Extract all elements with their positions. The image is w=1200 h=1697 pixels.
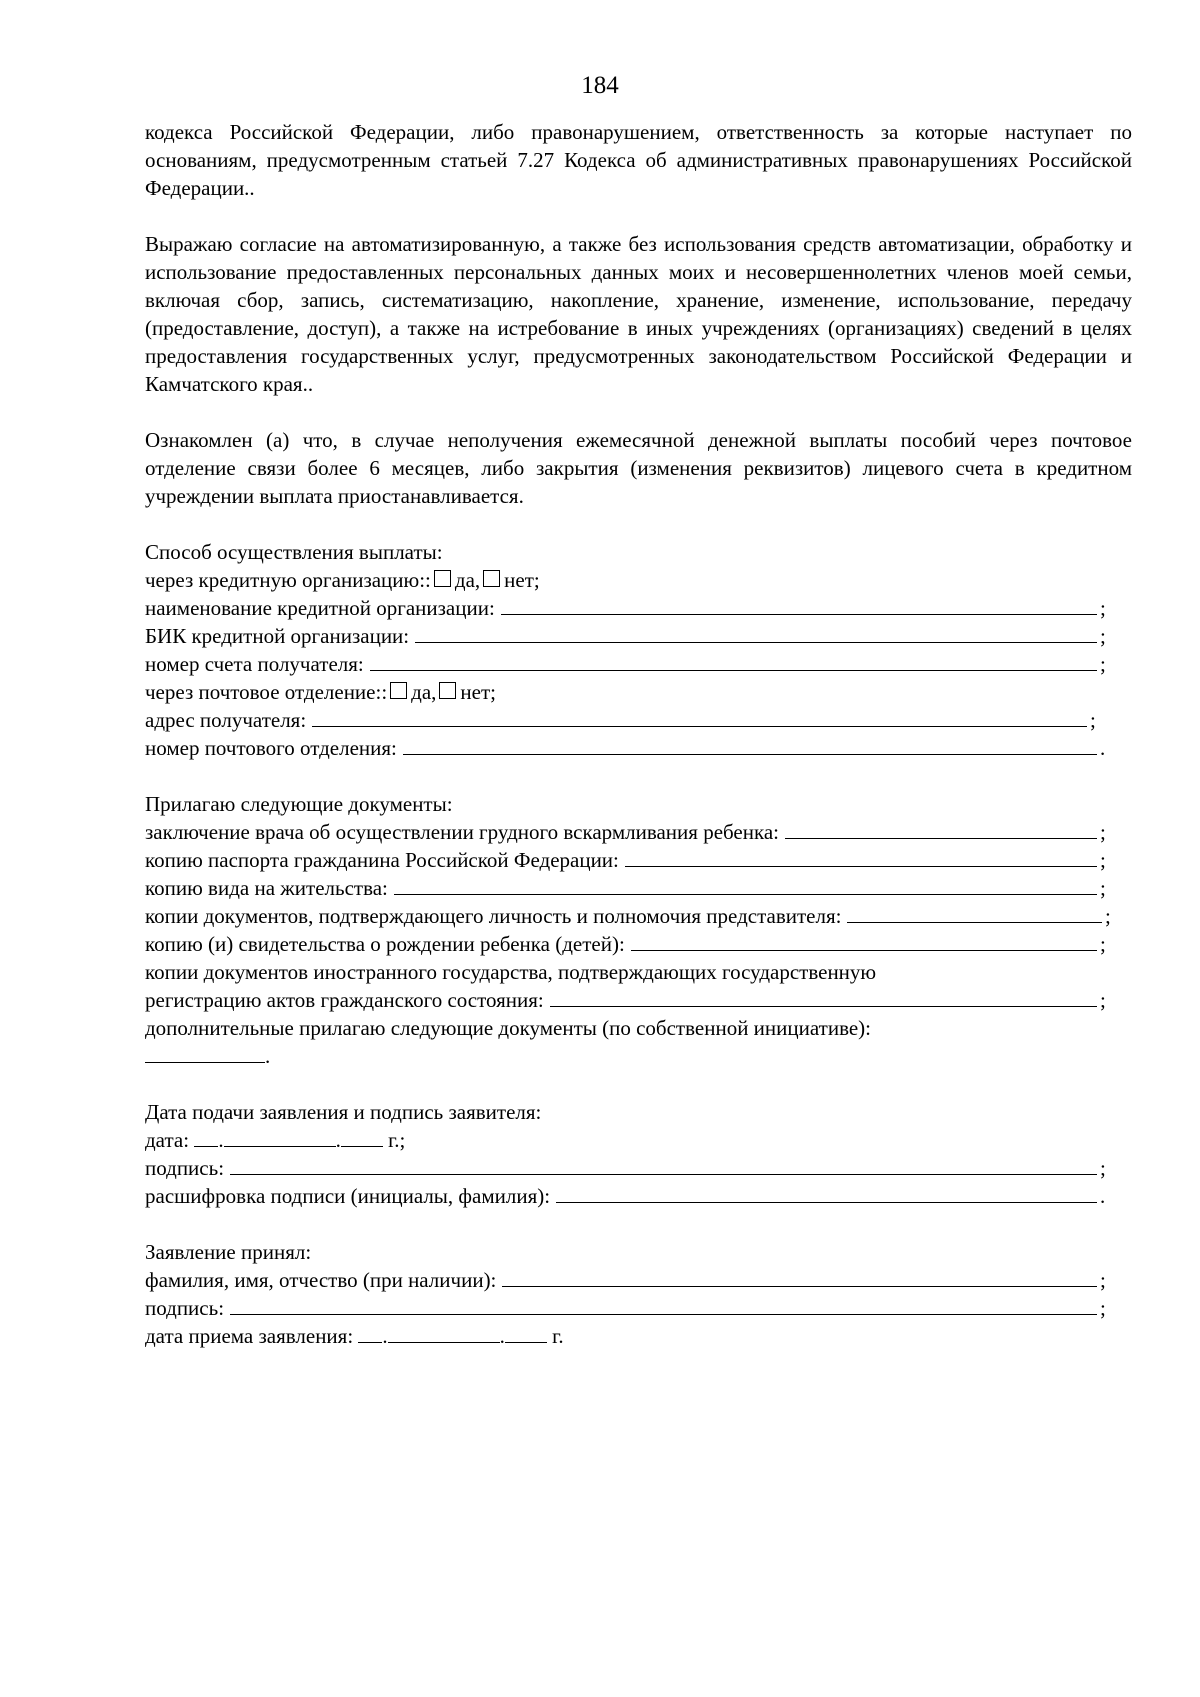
accepted-heading: Заявление принял: bbox=[145, 1240, 312, 1264]
additional-label: дополнительные прилагаю следующие документы (по собственной инициативе): bbox=[145, 1016, 872, 1040]
credit-no-checkbox[interactable] bbox=[483, 570, 500, 587]
accepted-month-field[interactable] bbox=[388, 1322, 500, 1343]
accepted-section: Заявление принял: фамилия, имя, отчество (при наличии): ; подпись: ; дата приема заявления: . . г. bbox=[145, 1238, 1132, 1350]
paragraph-consent: Выражаю согласие на автоматизированную, а также без использования средств автоматизации, обработку и использование предоставленных персональных данных моих и несовершеннолетних членов моей семьи, включая сбор, запись, систематизацию, накопление, хранение, изменение, использование, передачу (предоставление, доступ), а также на истребование в иных учреждениях (организациях) сведений в целях предоставления государственных услуг, предусмотренных законодательством Российской Федерации и Камчатского края.. bbox=[145, 232, 1132, 396]
paragraph-acknowledgement: Ознакомлен (а) что, в случае неполучения ежемесячной денежной выплаты пособий через почтовое отделение связи более 6 месяцев, либо закрытия (изменения реквизитов) лицевого счета в кредитном учреждении выплата приостанавливается. bbox=[145, 428, 1132, 508]
signature-heading: Дата подачи заявления и подпись заявителя: bbox=[145, 1100, 542, 1124]
representative-field[interactable] bbox=[847, 902, 1102, 923]
representative-label: копии документов, подтверждающего личность и полномочия представителя: bbox=[145, 904, 842, 928]
decode-field[interactable] bbox=[556, 1182, 1097, 1203]
foreign-label: регистрацию актов гражданского состояния: bbox=[145, 988, 544, 1012]
paragraph-code-reference: кодекса Российской Федерации, либо правонарушением, ответственность за которые наступает по основаниям, предусмотренным статьей 7.27 Кодекса об административных правонарушениях Российской Федерации.. bbox=[145, 120, 1132, 200]
additional-field[interactable] bbox=[145, 1042, 265, 1063]
accepted-fio-label: фамилия, имя, отчество (при наличии): bbox=[145, 1268, 497, 1292]
credit-org-choice: через кредитную организацию:: да, нет; bbox=[145, 568, 540, 592]
accepted-day-field[interactable] bbox=[358, 1322, 382, 1343]
payment-heading: Способ осуществления выплаты: bbox=[145, 540, 443, 564]
birth-label: копию (и) свидетельства о рождении ребенка (детей): bbox=[145, 932, 625, 956]
payment-section: Способ осуществления выплаты: через кредитную организацию:: да, нет; наименование кредитной организации: ; БИК кредитной организации: ; номер счета получателя: ; через почтовое отделение:: да, нет; адрес получателя: ; номер почтового отделения: . bbox=[145, 538, 1132, 762]
residence-field[interactable] bbox=[394, 874, 1097, 895]
decode-label: расшифровка подписи (инициалы, фамилия): bbox=[145, 1184, 551, 1208]
submit-year-field[interactable] bbox=[341, 1126, 383, 1147]
accepted-sign-field[interactable] bbox=[230, 1294, 1097, 1315]
documents-heading: Прилагаю следующие документы: bbox=[145, 792, 453, 816]
doctor-label: заключение врача об осуществлении грудного вскармливания ребенка: bbox=[145, 820, 780, 844]
accepted-fio-field[interactable] bbox=[502, 1266, 1097, 1287]
credit-yes-checkbox[interactable] bbox=[434, 570, 451, 587]
passport-label: копию паспорта гражданина Российской Федерации: bbox=[145, 848, 619, 872]
credit-org-name-field[interactable] bbox=[501, 594, 1097, 615]
document-body bbox=[145, 118, 1132, 1350]
account-label: номер счета получателя: bbox=[145, 652, 364, 676]
post-no-checkbox[interactable] bbox=[439, 682, 456, 699]
bik-field[interactable] bbox=[415, 622, 1097, 643]
submit-month-field[interactable] bbox=[224, 1126, 336, 1147]
address-label: адрес получателя: bbox=[145, 708, 307, 732]
address-field[interactable] bbox=[312, 706, 1087, 727]
passport-field[interactable] bbox=[625, 846, 1097, 867]
account-field[interactable] bbox=[370, 650, 1097, 671]
foreign-field[interactable] bbox=[550, 986, 1097, 1007]
post-number-label: номер почтового отделения: bbox=[145, 736, 397, 760]
bik-label: БИК кредитной организации: bbox=[145, 624, 410, 648]
signature-section: Дата подачи заявления и подпись заявителя: дата: . . г.; подпись: ; расшифровка подписи (инициалы, фамилия): . bbox=[145, 1098, 1132, 1210]
submit-date-row: дата: . . г.; bbox=[145, 1128, 406, 1152]
documents-section: Прилагаю следующие документы: заключение врача об осуществлении грудного вскармливания ребенка: ; копию паспорта гражданина Российской Федерации: ; копию вида на жительства: ; копии документов, подтверждающего личность и полномочия представителя: ; копию (и) свидетельства о рождении ребенка (детей): ; копии документов иностранного государства, подтверждающих государственную регистрацию актов гражданского состояния: ; дополнительные прилагаю следующие документы (по собственной инициативе): . bbox=[145, 790, 1132, 1070]
birth-field[interactable] bbox=[631, 930, 1097, 951]
page-number: 184 bbox=[581, 72, 619, 99]
accepted-date-row: дата приема заявления: . . г. bbox=[145, 1324, 564, 1348]
foreign-line-1: копии документов иностранного государства, подтверждающих государственную bbox=[145, 960, 877, 984]
applicant-sign-label: подпись: bbox=[145, 1156, 225, 1180]
accepted-year-field[interactable] bbox=[505, 1322, 547, 1343]
accepted-sign-label: подпись: bbox=[145, 1296, 225, 1320]
post-number-field[interactable] bbox=[403, 734, 1097, 755]
credit-org-name-label: наименование кредитной организации: bbox=[145, 596, 495, 620]
residence-label: копию вида на жительства: bbox=[145, 876, 388, 900]
doctor-field[interactable] bbox=[785, 818, 1097, 839]
applicant-sign-field[interactable] bbox=[230, 1154, 1097, 1175]
post-yes-checkbox[interactable] bbox=[390, 682, 407, 699]
submit-day-field[interactable] bbox=[194, 1126, 218, 1147]
post-choice: через почтовое отделение:: да, нет; bbox=[145, 680, 496, 704]
